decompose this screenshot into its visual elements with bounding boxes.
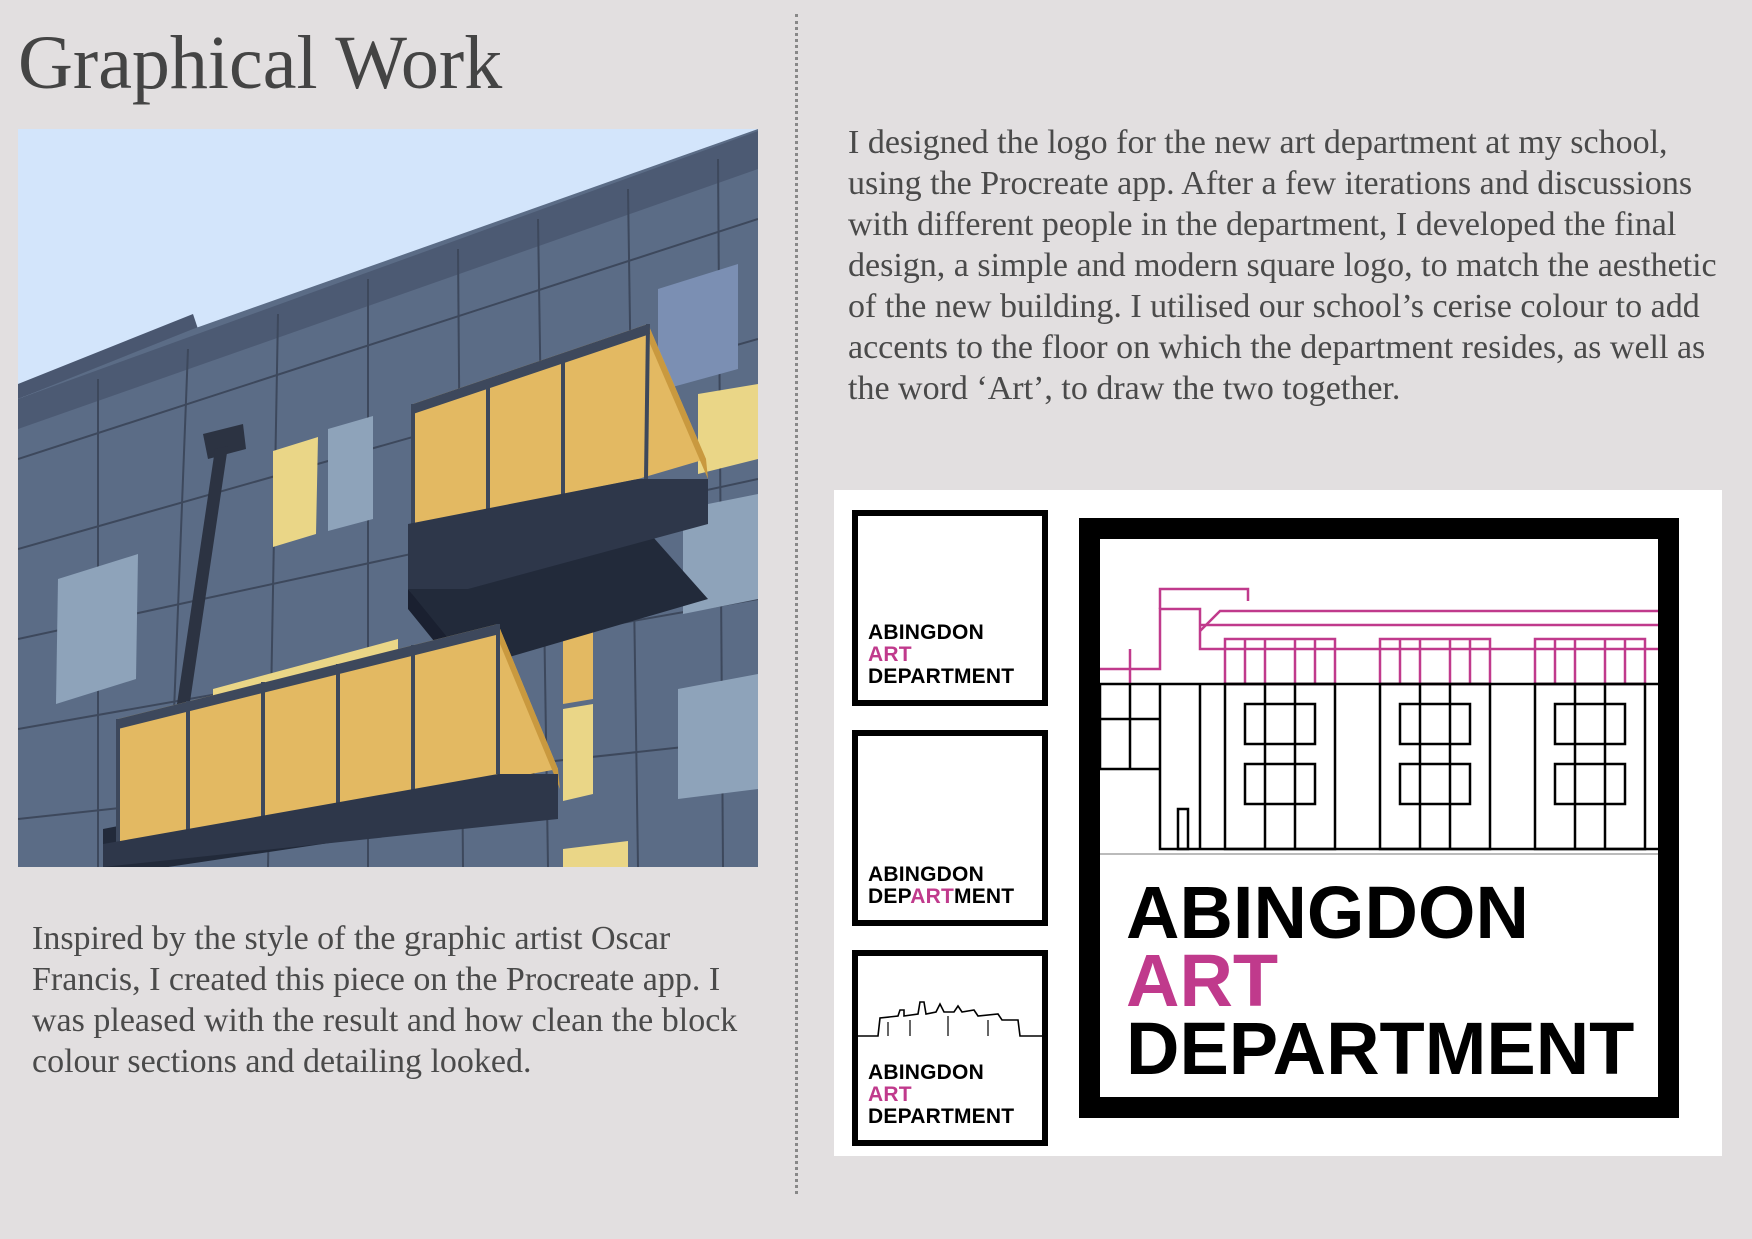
- main-logo-line-1: ABINGDON: [1126, 871, 1529, 954]
- dotted-divider: [795, 14, 798, 1194]
- main-logo: [1079, 518, 1679, 1118]
- logo-variant-2-line-1: ABINGDON: [868, 863, 984, 886]
- logo-variant-3: [852, 950, 1048, 1146]
- main-logo-line-2: ART: [1126, 939, 1279, 1022]
- building-illustration: [18, 129, 758, 867]
- logo-variant-3-line-1: ABINGDON: [868, 1061, 984, 1084]
- main-logo-line-3: DEPARTMENT: [1126, 1007, 1635, 1090]
- logo-variant-3-line-2: ART: [868, 1083, 912, 1106]
- artwork-caption: Inspired by the style of the graphic artist Oscar Francis, I created this piece on the Procreate app. I was pleased with the result and how clean the block colour sections and detailing looked.: [32, 920, 738, 1080]
- logo-variant-1-line-1: ABINGDON: [868, 621, 984, 644]
- logo-panel: [834, 490, 1722, 1156]
- logo-variant-2-line-2: DEPARTMENT: [868, 885, 1015, 908]
- page-title: Graphical Work: [18, 21, 503, 105]
- logo-variant-3-line-3: DEPARTMENT: [868, 1105, 1015, 1128]
- logo-variant-1-line-3: DEPARTMENT: [868, 665, 1015, 688]
- building-outline-icon: [1100, 539, 1658, 859]
- logo-variant-1: [852, 510, 1048, 706]
- logo-variant-1-line-2: ART: [868, 643, 912, 666]
- skyline-outline-icon: [858, 996, 1042, 1056]
- logo-variant-2: [852, 730, 1048, 926]
- logo-description: I designed the logo for the new art department at my school, using the Procreate app. After a few iterations and discussions with different people in the department, I developed the final design, a simple and modern square logo, to match the aesthetic of the new building. I utilised our school’s cerise colour to add accents to the floor on which the department resides, as well as the word ‘Art’, to draw the two together.: [848, 124, 1717, 407]
